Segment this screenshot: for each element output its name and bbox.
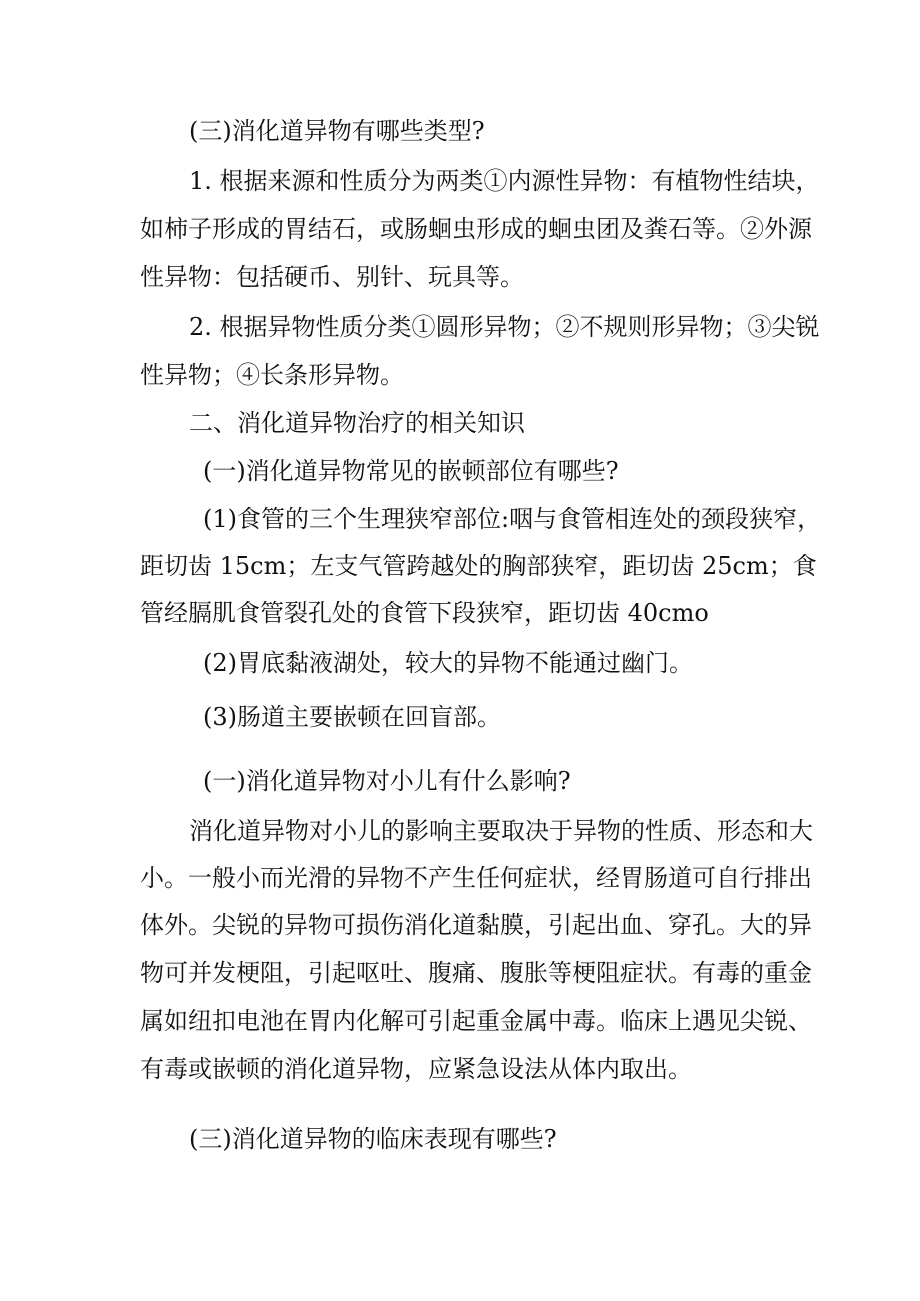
paragraph-types-2-line-2: 性异物；④长条形异物。: [140, 361, 404, 389]
paragraph-types-2-line-1: 2. 根据异物性质分类①圆形异物；②不规则形异物；③尖锐: [189, 313, 820, 341]
paragraph-types-1-line-1: 1. 根据来源和性质分为两类①内源性异物：有植物性结块，: [189, 167, 820, 195]
paragraph-effects-line-1: 消化道异物对小儿的影响主要取决于异物的性质、形态和大: [189, 817, 813, 845]
section-heading-treatment: 二、消化道异物治疗的相关知识: [189, 409, 525, 437]
heading-impaction-sites: (一)消化道异物常见的嵌顿部位有哪些?: [203, 457, 619, 485]
paragraph-effects-line-3: 体外。尖锐的异物可损伤消化道黏膜，引起出血、穿孔。大的异: [140, 911, 812, 939]
heading-types: (三)消化道异物有哪些类型?: [189, 117, 485, 145]
paragraph-intestine: (3)肠道主要嵌顿在回盲部。: [203, 703, 501, 731]
paragraph-types-1-line-2: 如柿子形成的胃结石，或肠蛔虫形成的蛔虫团及粪石等。②外源: [140, 215, 812, 243]
heading-effects: (一)消化道异物对小儿有什么影响?: [203, 767, 571, 795]
paragraph-esophagus-line-2: 距切齿 15cm；左支气管跨越处的胸部狭窄，距切齿 25cm；食: [140, 552, 817, 580]
heading-clinical: (三)消化道异物的临床表现有哪些?: [189, 1125, 557, 1153]
paragraph-effects-line-5: 属如纽扣电池在胃内化解可引起重金属中毒。临床上遇见尖锐、: [140, 1007, 812, 1035]
paragraph-esophagus-line-1: (1)食管的三个生理狭窄部位:咽与食管相连处的颈段狭窄，: [203, 505, 822, 533]
paragraph-effects-line-2: 小。一般小而光滑的异物不产生任何症状，经胃肠道可自行排出: [140, 864, 812, 892]
paragraph-effects-line-6: 有毒或嵌顿的消化道异物，应紧急设法从体内取出。: [140, 1055, 692, 1083]
paragraph-effects-line-4: 物可并发梗阻，引起呕吐、腹痛、腹胀等梗阻症状。有毒的重金: [140, 959, 812, 987]
paragraph-stomach: (2)胃底黏液湖处，较大的异物不能通过幽门。: [203, 649, 693, 677]
paragraph-types-1-line-3: 性异物：包括硬币、别针、玩具等。: [140, 263, 524, 291]
paragraph-esophagus-line-3: 管经膈肌食管裂孔处的食管下段狭窄，距切齿 40cmo: [140, 599, 709, 627]
